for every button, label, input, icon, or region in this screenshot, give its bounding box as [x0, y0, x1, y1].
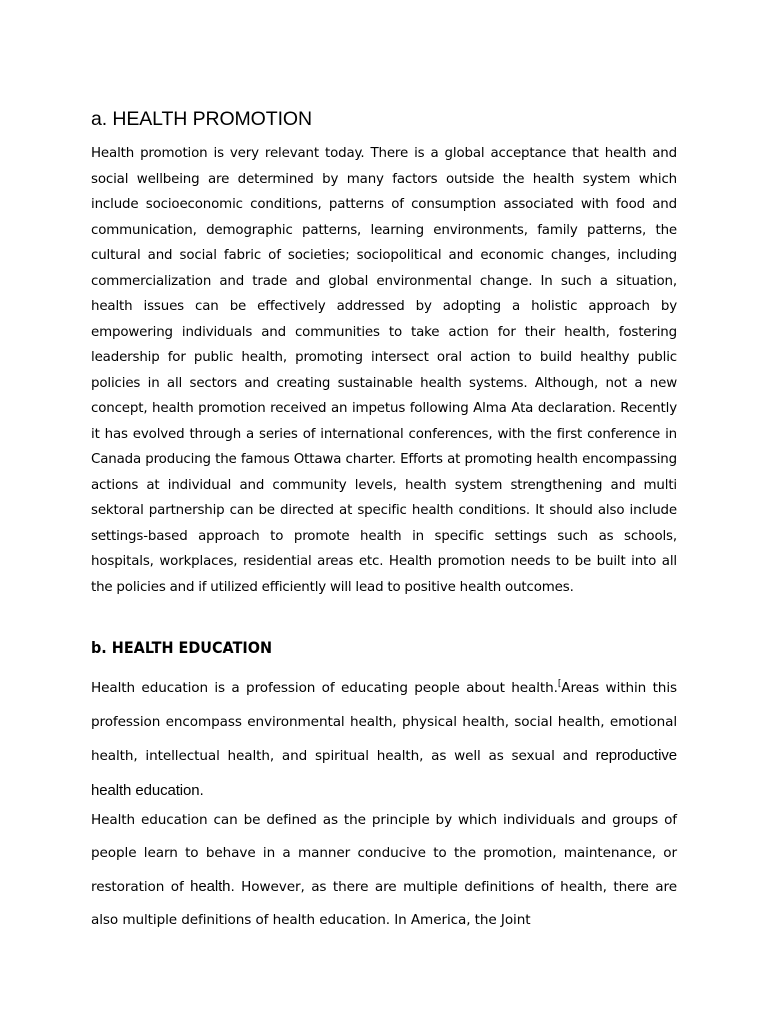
paragraph-health-promotion: Health promotion is very relevant today. There is a global acceptance that health and social wellbeing are determined by many factors outside the health system which include socioeconomic conditions, patterns of consumption associated with food and communication, demographic patterns, learning environments, family patterns, the cultural and social fabric of societies; sociopolitical and economic changes, including commercialization and trade and global environmental change. In such a situation, health issues can be effectively addressed by adopting a holistic approach by empowering individuals and communities to take action for their health, fostering leadership for public health, promoting intersect oral action to build healthy public policies in all sectors and creating sustainable health systems. Although, not a new concept, health promotion received an impetus following Alma Ata declaration. Recently it has evolved through a series of international conferences, with the first conference in Canada producing the famous Ottawa charter. Efforts at promoting health encompassing actions at individual and community levels, health system strengthening and multi sektoral partnership can be directed at specific health conditions. It should also include settings-based approach to promote health in specific settings such as schools, hospitals, workplaces, residential areas etc. Health promotion needs to be built into all the policies and if utilized efficiently will lead to positive health outcomes.: [91, 146, 677, 595]
heading-health-education: b. HEALTH EDUCATION: [91, 638, 273, 657]
text-run: Health education is a profession of educating people about health.: [91, 680, 558, 696]
reproductive-health-education-link[interactable]: reproductive health education: [91, 747, 677, 799]
health-link[interactable]: health: [190, 878, 231, 895]
text-run: Areas within this profession encompass environmental health, physical health, social health, emotional health, intellectual health, and spiritual health, as well as sexual and: [91, 680, 677, 764]
paragraph-health-education-1: [91, 672, 677, 808]
reference-mark: [: [557, 679, 562, 689]
heading-health-promotion: a. HEALTH PROMOTION: [91, 108, 312, 130]
text-run: .: [199, 782, 204, 799]
paragraph-health-education-2: [91, 804, 677, 937]
text-run: Health education can be defined as the principle by which individuals and groups of people learn to behave in a manner conducive to the promotion, maintenance, or restoration of: [91, 812, 677, 895]
text-run: . However, as there are multiple definitions of health, there are also multiple definitions of health education. In America, the Joint: [91, 879, 677, 928]
